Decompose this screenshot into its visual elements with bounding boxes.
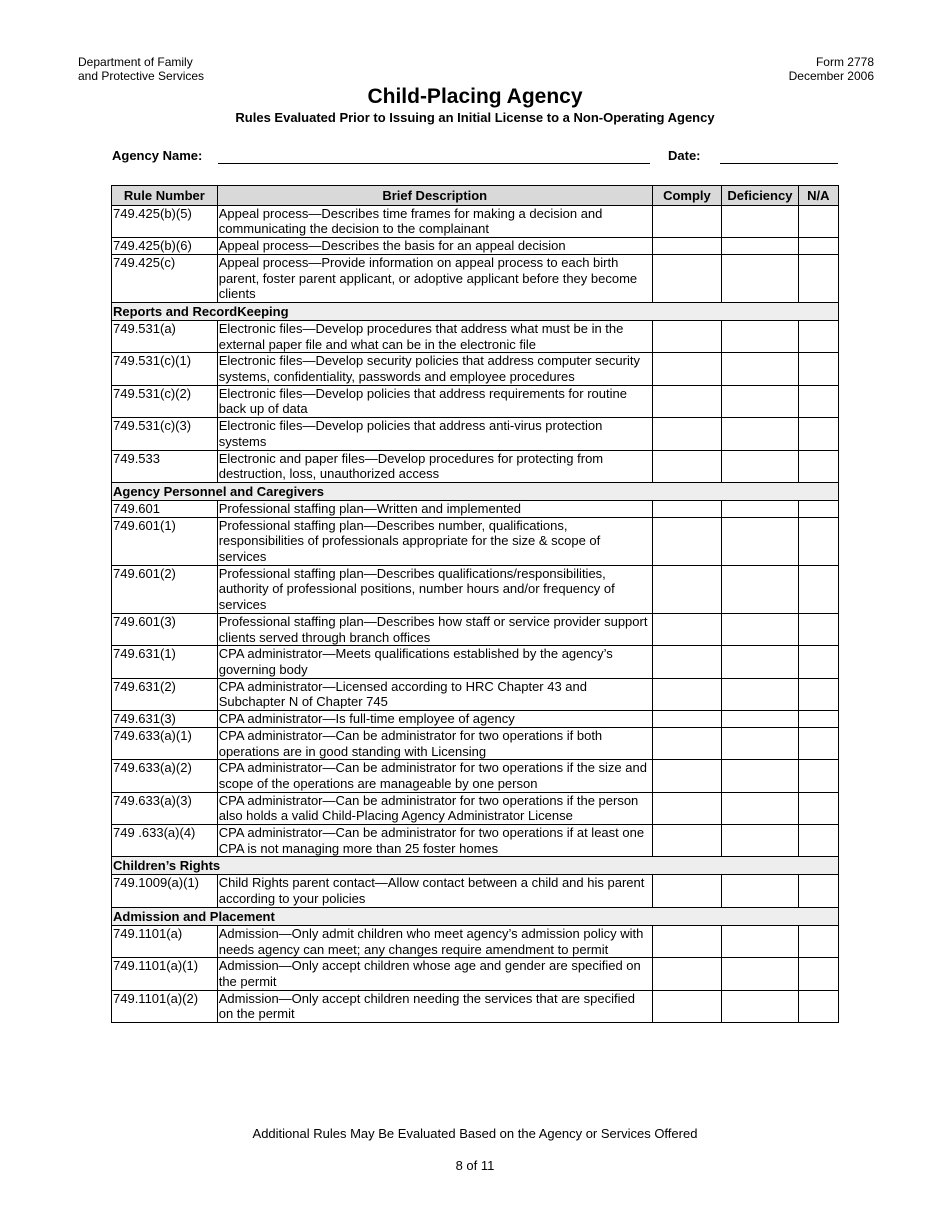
comply-cell[interactable] [652, 925, 721, 957]
description-cell: Electronic files—Develop policies that address requirements for routine back up of data [217, 385, 652, 417]
rule-number-cell: 749.531(c)(2) [112, 385, 218, 417]
comply-cell[interactable] [652, 711, 721, 728]
rule-number-cell: 749.1101(a)(1) [112, 958, 218, 990]
na-cell[interactable] [798, 385, 838, 417]
comply-cell[interactable] [652, 760, 721, 792]
rule-number-cell: 749.1101(a) [112, 925, 218, 957]
deficiency-cell[interactable] [722, 450, 799, 482]
table-row [112, 925, 839, 957]
na-cell[interactable] [798, 990, 838, 1022]
description-cell: Electronic and paper files—Develop procedures for protecting from destruction, loss, unauthorized access [217, 450, 652, 482]
na-cell[interactable] [798, 678, 838, 710]
table-row [112, 385, 839, 417]
rule-number-cell: 749.633(a)(3) [112, 792, 218, 824]
deficiency-cell[interactable] [722, 205, 799, 237]
section-title: Admission and Placement [112, 907, 839, 925]
deficiency-cell[interactable] [722, 646, 799, 678]
comply-cell[interactable] [652, 500, 721, 517]
description-cell: CPA administrator—Can be administrator for two operations if the size and scope of the operations are manageable by one person [217, 760, 652, 792]
table-row [112, 205, 839, 237]
deficiency-cell[interactable] [722, 958, 799, 990]
deficiency-cell[interactable] [722, 517, 799, 565]
table-row [112, 760, 839, 792]
na-cell[interactable] [798, 875, 838, 907]
rules-table-body [112, 205, 839, 1022]
table-row [112, 500, 839, 517]
description-cell: CPA administrator—Is full-time employee of agency [217, 711, 652, 728]
comply-cell[interactable] [652, 353, 721, 385]
section-title: Agency Personnel and Caregivers [112, 482, 839, 500]
deficiency-cell[interactable] [722, 825, 799, 857]
na-cell[interactable] [798, 925, 838, 957]
description-cell: Admission—Only accept children whose age and gender are specified on the permit [217, 958, 652, 990]
comply-cell[interactable] [652, 613, 721, 645]
comply-cell[interactable] [652, 727, 721, 759]
deficiency-cell[interactable] [722, 760, 799, 792]
rule-number-cell: 749 .633(a)(4) [112, 825, 218, 857]
comply-cell[interactable] [652, 418, 721, 450]
description-cell: Appeal process—Describes the basis for an appeal decision [217, 238, 652, 255]
comply-cell[interactable] [652, 565, 721, 613]
deficiency-cell[interactable] [722, 613, 799, 645]
table-header-row [112, 186, 839, 206]
na-cell[interactable] [798, 418, 838, 450]
comply-cell[interactable] [652, 958, 721, 990]
rule-number-cell: 749.425(b)(5) [112, 205, 218, 237]
rule-number-cell: 749.531(a) [112, 320, 218, 352]
na-cell[interactable] [798, 450, 838, 482]
rule-number-cell: 749.601(1) [112, 517, 218, 565]
na-cell[interactable] [798, 792, 838, 824]
section-row [112, 857, 839, 875]
header-na: N/A [798, 186, 838, 206]
header-brief-description: Brief Description [217, 186, 652, 206]
page-subtitle: Rules Evaluated Prior to Issuing an Initial License to a Non-Operating Agency [235, 110, 715, 125]
rule-number-cell: 749.1101(a)(2) [112, 990, 218, 1022]
rule-number-cell: 749.631(3) [112, 711, 218, 728]
description-cell: Electronic files—Develop security policies that address computer security systems, confidentiality, passwords and employee procedures [217, 353, 652, 385]
footer-note: Additional Rules May Be Evaluated Based on the Agency or Services Offered [252, 1126, 698, 1141]
rule-number-cell: 749.631(2) [112, 678, 218, 710]
table-row [112, 254, 839, 302]
comply-cell[interactable] [652, 205, 721, 237]
description-cell: Professional staffing plan—Describes qualifications/responsibilities, authority of professional positions, number hours and/or frequency of services [217, 565, 652, 613]
table-row [112, 450, 839, 482]
department-line-1: Department of Family [78, 55, 193, 69]
table-row [112, 825, 839, 857]
description-cell: Professional staffing plan—Written and implemented [217, 500, 652, 517]
comply-cell[interactable] [652, 825, 721, 857]
description-cell: Appeal process—Describes time frames for making a decision and communicating the decision to the complainant [217, 205, 652, 237]
header-deficiency: Deficiency [722, 186, 799, 206]
rule-number-cell: 749.633(a)(2) [112, 760, 218, 792]
deficiency-cell[interactable] [722, 678, 799, 710]
deficiency-cell[interactable] [722, 418, 799, 450]
department-header [78, 55, 204, 83]
na-cell[interactable] [798, 760, 838, 792]
rule-number-cell: 749.601(2) [112, 565, 218, 613]
comply-cell[interactable] [652, 517, 721, 565]
comply-cell[interactable] [652, 792, 721, 824]
description-cell: Electronic files—Develop procedures that address what must be in the external paper file and what can be in the electronic file [217, 320, 652, 352]
description-cell: Admission—Only admit children who meet agency’s admission policy with needs agency can meet; any changes require amendment to permit [217, 925, 652, 957]
department-line-2: and Protective Services [78, 69, 205, 83]
rule-number-cell: 749.531(c)(3) [112, 418, 218, 450]
table-row [112, 613, 839, 645]
table-row [112, 875, 839, 907]
description-cell: Appeal process—Provide information on appeal process to each birth parent, foster parent applicant, or adoptive applicant before they become clients [217, 254, 652, 302]
deficiency-cell[interactable] [722, 875, 799, 907]
comply-cell[interactable] [652, 385, 721, 417]
comply-cell[interactable] [652, 238, 721, 255]
table-row [112, 418, 839, 450]
table-row [112, 792, 839, 824]
comply-cell[interactable] [652, 254, 721, 302]
agency-name-field[interactable] [218, 163, 650, 164]
description-cell: Admission—Only accept children needing the services that are specified on the permit [217, 990, 652, 1022]
deficiency-cell[interactable] [722, 565, 799, 613]
rule-number-cell: 749.425(b)(6) [112, 238, 218, 255]
table-row [112, 565, 839, 613]
table-row [112, 958, 839, 990]
form-date: December 2006 [788, 69, 874, 83]
header-rule-number: Rule Number [112, 186, 218, 206]
deficiency-cell[interactable] [722, 353, 799, 385]
table-row [112, 517, 839, 565]
date-field[interactable] [720, 163, 838, 164]
description-cell: CPA administrator—Meets qualifications established by the agency’s governing body [217, 646, 652, 678]
deficiency-cell[interactable] [722, 500, 799, 517]
na-cell[interactable] [798, 500, 838, 517]
deficiency-cell[interactable] [722, 711, 799, 728]
na-cell[interactable] [798, 205, 838, 237]
deficiency-cell[interactable] [722, 990, 799, 1022]
description-cell: Electronic files—Develop policies that address anti-virus protection systems [217, 418, 652, 450]
rule-number-cell: 749.425(c) [112, 254, 218, 302]
description-cell: Professional staffing plan—Describes how staff or service provider support clients served through branch offices [217, 613, 652, 645]
page-title: Child-Placing Agency [367, 85, 583, 108]
deficiency-cell[interactable] [722, 238, 799, 255]
rule-number-cell: 749.601 [112, 500, 218, 517]
page-number: 8 of 11 [455, 1158, 495, 1173]
na-cell[interactable] [798, 958, 838, 990]
comply-cell[interactable] [652, 320, 721, 352]
rule-number-cell: 749.631(1) [112, 646, 218, 678]
description-cell: Professional staffing plan—Describes number, qualifications, responsibilities of professionals appropriate for the size & scope of services [217, 517, 652, 565]
rule-number-cell: 749.1009(a)(1) [112, 875, 218, 907]
table-row [112, 353, 839, 385]
rules-table [111, 185, 839, 1023]
comply-cell[interactable] [652, 875, 721, 907]
na-cell[interactable] [798, 320, 838, 352]
section-row [112, 482, 839, 500]
na-cell[interactable] [798, 238, 838, 255]
agency-name-label: Agency Name: [112, 148, 203, 163]
rule-number-cell: 749.601(3) [112, 613, 218, 645]
na-cell[interactable] [798, 613, 838, 645]
na-cell[interactable] [798, 825, 838, 857]
deficiency-cell[interactable] [722, 385, 799, 417]
rule-number-cell: 749.531(c)(1) [112, 353, 218, 385]
na-cell[interactable] [798, 517, 838, 565]
comply-cell[interactable] [652, 450, 721, 482]
rule-number-cell: 749.533 [112, 450, 218, 482]
section-row [112, 907, 839, 925]
table-row [112, 711, 839, 728]
section-row [112, 302, 839, 320]
comply-cell[interactable] [652, 646, 721, 678]
section-title: Children’s Rights [112, 857, 839, 875]
comply-cell[interactable] [652, 990, 721, 1022]
na-cell[interactable] [798, 727, 838, 759]
form-info-header [789, 55, 874, 83]
description-cell: CPA administrator—Can be administrator for two operations if both operations are in good standing with Licensing [217, 727, 652, 759]
form-number: Form 2778 [815, 55, 874, 69]
deficiency-cell[interactable] [722, 254, 799, 302]
na-cell[interactable] [798, 353, 838, 385]
description-cell: CPA administrator—Licensed according to HRC Chapter 43 and Subchapter N of Chapter 745 [217, 678, 652, 710]
deficiency-cell[interactable] [722, 925, 799, 957]
header-comply: Comply [652, 186, 721, 206]
description-cell: CPA administrator—Can be administrator for two operations if the person also holds a valid Child-Placing Agency Administrator License [217, 792, 652, 824]
description-cell: CPA administrator—Can be administrator for two operations if at least one CPA is not managing more than 25 foster homes [217, 825, 652, 857]
deficiency-cell[interactable] [722, 320, 799, 352]
section-title: Reports and RecordKeeping [112, 302, 839, 320]
table-row [112, 646, 839, 678]
table-row [112, 678, 839, 710]
deficiency-cell[interactable] [722, 727, 799, 759]
na-cell[interactable] [798, 646, 838, 678]
na-cell[interactable] [798, 565, 838, 613]
table-row [112, 727, 839, 759]
date-label: Date: [668, 148, 701, 163]
table-row [112, 238, 839, 255]
rule-number-cell: 749.633(a)(1) [112, 727, 218, 759]
description-cell: Child Rights parent contact—Allow contact between a child and his parent according to your policies [217, 875, 652, 907]
deficiency-cell[interactable] [722, 792, 799, 824]
na-cell[interactable] [798, 254, 838, 302]
comply-cell[interactable] [652, 678, 721, 710]
table-row [112, 320, 839, 352]
table-row [112, 990, 839, 1022]
na-cell[interactable] [798, 711, 838, 728]
